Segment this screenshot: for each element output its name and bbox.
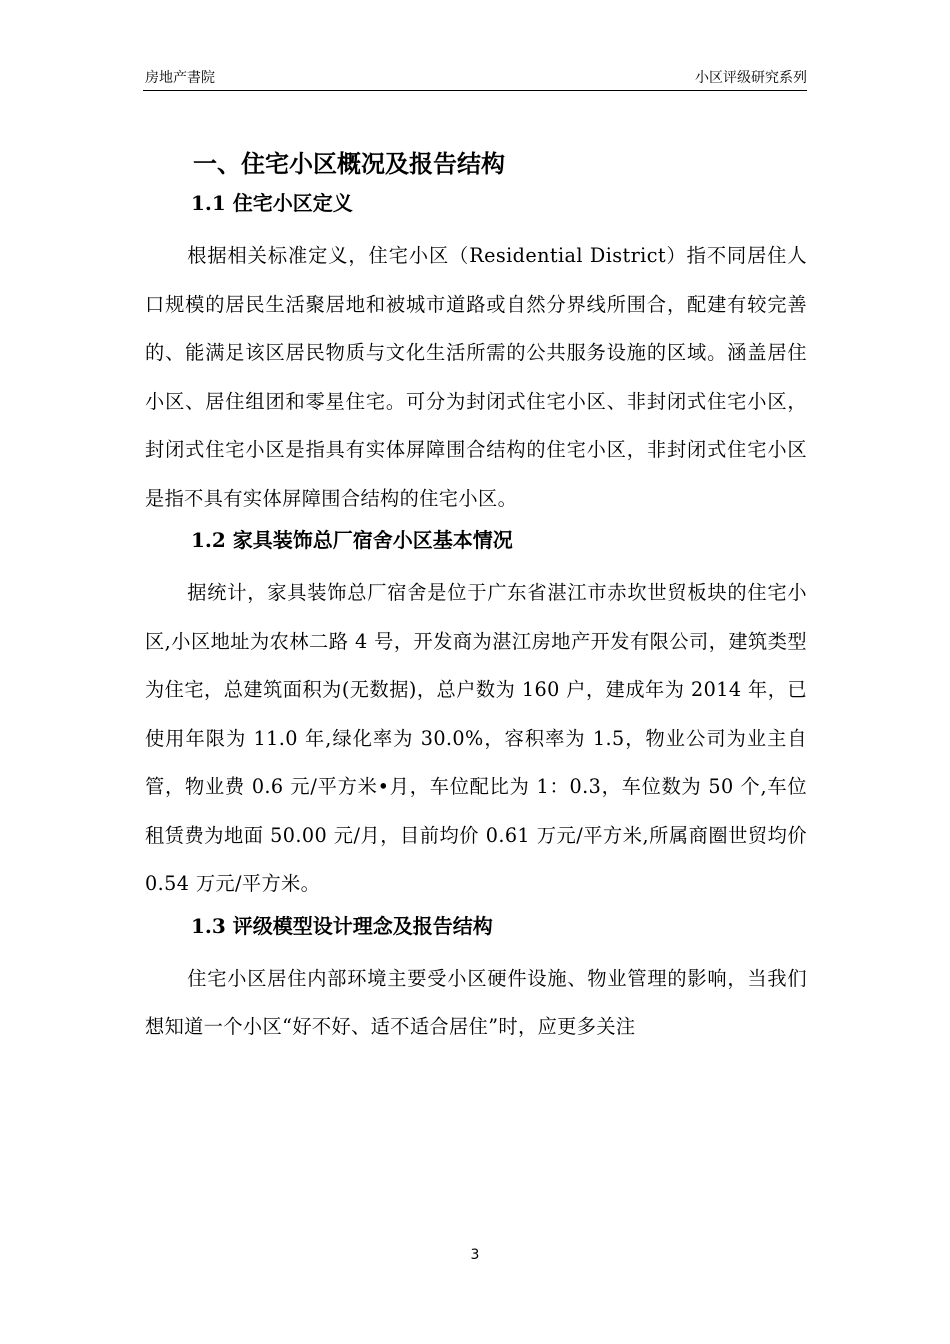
header-divider <box>143 90 807 91</box>
paragraph-community-overview: 据统计，家具装饰总厂宿舍是位于广东省湛江市赤坎世贸板块的住宅小区,小区地址为农林二路 4 号，开发商为湛江房地产开发有限公司，建筑类型为住宅，总建筑面积为(无数据)，总户数为 160 户，建成年为 2014 年，已使用年限为 11.0 年,绿化率为 30.0%，容积率为 1.5，物业公司为业主自管，物业费 0.6 元/平方米•月，车位配比为 1：0.3，车位数为 50 个,车位租赁费为地面 50.00 元/月，目前均价 0.61 万元/平方米,所属商圈世贸均价 0.54 万元/平方米。 <box>145 581 807 895</box>
header-publisher: 房地产書院 <box>145 70 215 86</box>
page-content <box>145 142 807 1052</box>
paragraph-residential-definition: 根据相关标准定义，住宅小区（Residential District）指不同居住人口规模的居民生活聚居地和被城市道路或自然分界线所围合，配建有较完善的、能满足该区居民物质与文化生活所需的公共服务设施的区域。涵盖居住小区、居住组团和零星住宅。可分为封闭式住宅小区、非封闭式住宅小区，封闭式住宅小区是指具有实体屏障围合结构的住宅小区，非封闭式住宅小区是指不具有实体屏障围合结构的住宅小区。 <box>145 244 807 510</box>
header-series-title: 小区评级研究系列 <box>695 70 807 86</box>
subsection-title-1-2: 1.2 家具装饰总厂宿舍小区基本情况 <box>191 528 513 552</box>
paragraph-rating-model: 住宅小区居住内部环境主要受小区硬件设施、物业管理的影响，当我们想知道一个小区“好不好、适不适合居住”时，应更多关注 <box>145 966 807 1038</box>
subsection-title-1-1: 1.1 住宅小区定义 <box>191 191 353 215</box>
subsection-title-1-3: 1.3 评级模型设计理念及报告结构 <box>191 913 493 938</box>
section-title: 一、住宅小区概况及报告结构 <box>193 149 505 178</box>
page-number: 3 <box>470 1247 480 1263</box>
